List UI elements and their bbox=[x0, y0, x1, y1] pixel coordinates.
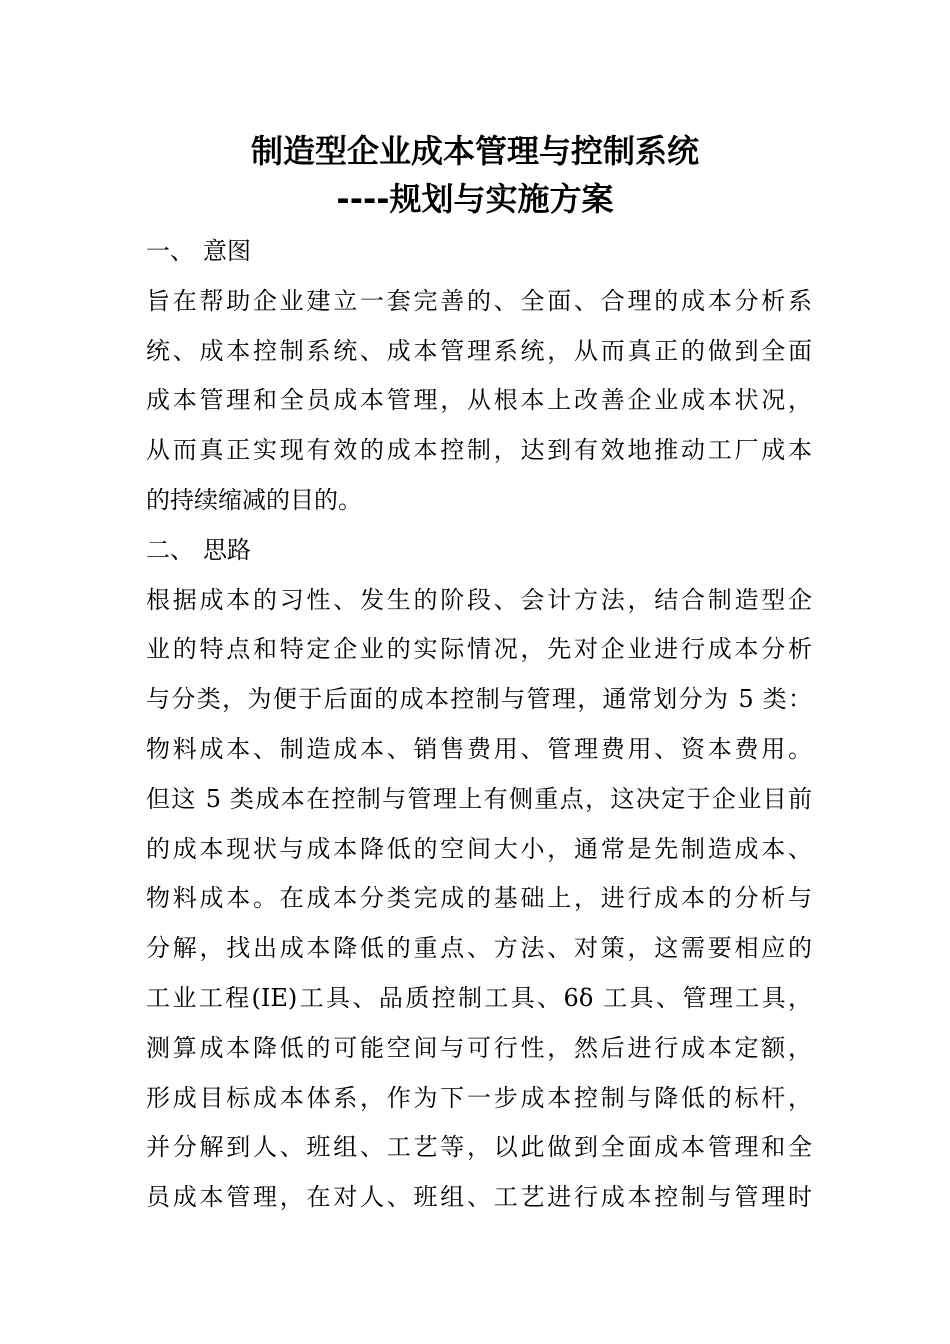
paragraph-line: 根据成本的习性、发生的阶段、会计方法，结合制造型企 bbox=[146, 585, 812, 614]
section-title: 思路 bbox=[203, 535, 251, 564]
paragraph-line: 工业工程(IE)工具、品质控制工具、6δ 工具、管理工具， bbox=[146, 983, 812, 1012]
section-paragraph-approach bbox=[146, 576, 812, 1223]
paragraph-line: 旨在帮助企业建立一套完善的、全面、合理的成本分析系 bbox=[146, 286, 812, 315]
section-paragraph-intent bbox=[146, 277, 812, 526]
paragraph-line: 的成本现状与成本降低的空间大小，通常是先制造成本、 bbox=[146, 834, 812, 863]
document-title: 制造型企业成本管理与控制系统 bbox=[250, 132, 699, 170]
paragraph-line: 成本管理和全员成本管理，从根本上改善企业成本状况， bbox=[146, 386, 812, 415]
paragraph-line: 统、成本控制系统、成本管理系统，从而真正的做到全面 bbox=[146, 336, 812, 365]
paragraph-line: 物料成本。在成本分类完成的基础上，进行成本的分析与 bbox=[146, 884, 812, 913]
paragraph-line: 与分类，为便于后面的成本控制与管理，通常划分为 5 类： bbox=[146, 685, 812, 714]
section-heading-intent bbox=[146, 227, 812, 277]
paragraph-line: 从而真正实现有效的成本控制，达到有效地推动工厂成本 bbox=[146, 436, 812, 465]
paragraph-line: 业的特点和特定企业的实际情况，先对企业进行成本分析 bbox=[146, 635, 812, 664]
section-number: 二、 bbox=[146, 535, 194, 564]
document-subtitle: ----规划与实施方案 bbox=[336, 180, 614, 218]
paragraph-line: 分解，找出成本降低的重点、方法、对策，这需要相应的 bbox=[146, 934, 812, 963]
paragraph-line: 测算成本降低的可能空间与可行性，然后进行成本定额， bbox=[146, 1033, 812, 1062]
paragraph-line: 但这 5 类成本在控制与管理上有侧重点，这决定于企业目前 bbox=[146, 784, 812, 813]
section-title: 意图 bbox=[203, 237, 251, 265]
paragraph-line: 形成目标成本体系，作为下一步成本控制与降低的标杆， bbox=[146, 1083, 812, 1112]
document-body bbox=[146, 227, 812, 1223]
paragraph-line: 并分解到人、班组、工艺等，以此做到全面成本管理和全 bbox=[146, 1133, 812, 1162]
section-heading-approach bbox=[146, 526, 812, 576]
paragraph-line: 的持续缩减的目的。 bbox=[146, 485, 362, 514]
section-number: 一、 bbox=[146, 237, 194, 265]
paragraph-line: 员成本管理，在对人、班组、工艺进行成本控制与管理时 bbox=[146, 1183, 812, 1212]
paragraph-line: 物料成本、制造成本、销售费用、管理费用、资本费用。 bbox=[146, 734, 812, 763]
